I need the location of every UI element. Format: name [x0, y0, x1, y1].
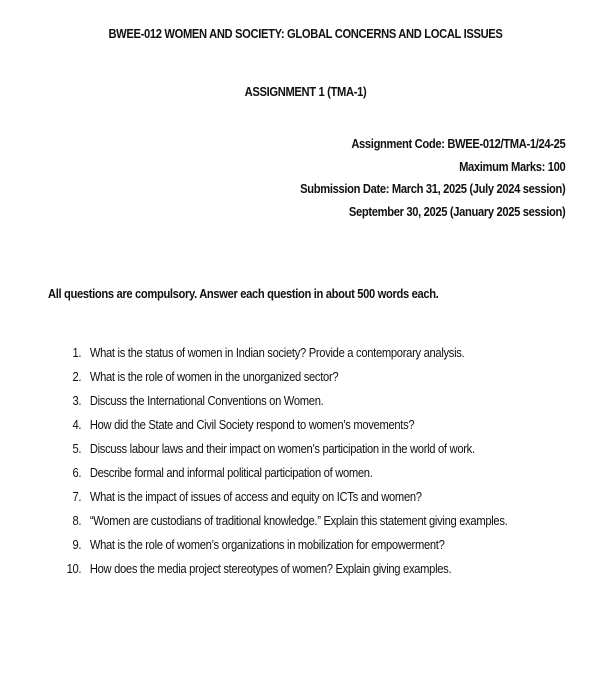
- instructions: All questions are compulsory. Answer each question in about 500 words each.: [48, 286, 439, 301]
- assignment-subtitle: ASSIGNMENT 1 (TMA-1): [244, 84, 367, 99]
- document-title: BWEE-012 WOMEN AND SOCIETY: GLOBAL CONCERNS AND LOCAL ISSUES: [108, 26, 503, 41]
- question-item: [58, 485, 507, 509]
- question-item: [58, 509, 507, 533]
- question-number: 2.: [72, 369, 82, 384]
- question-text: Describe formal and informal political participation of women.: [89, 465, 373, 480]
- question-item: [58, 413, 507, 437]
- question-item: [58, 533, 507, 557]
- question-text: What is the impact of issues of access and equity on ICTs and women?: [89, 489, 422, 504]
- question-number: 10.: [66, 561, 82, 576]
- question-item: [58, 437, 507, 461]
- question-item: [58, 461, 507, 485]
- question-item: [58, 557, 507, 581]
- maximum-marks: Maximum Marks: 100: [458, 158, 565, 174]
- question-text: What is the role of women’s organizations in mobilization for empowerment?: [89, 537, 445, 552]
- question-number: 8.: [72, 513, 82, 528]
- question-text: What is the status of women in Indian society? Provide a contemporary analysis.: [89, 345, 465, 360]
- question-list: [58, 341, 507, 581]
- question-text: What is the role of women in the unorganized sector?: [89, 369, 339, 384]
- question-number: 1.: [72, 345, 82, 360]
- question-text: “Women are custodians of traditional knowledge.” Explain this statement giving examples.: [89, 513, 508, 528]
- question-number: 7.: [72, 489, 82, 504]
- question-item: [58, 341, 507, 365]
- question-number: 4.: [72, 417, 82, 432]
- question-text: How did the State and Civil Society respond to women’s movements?: [89, 417, 415, 432]
- question-item: [58, 389, 507, 413]
- question-text: Discuss labour laws and their impact on women’s participation in the world of work.: [89, 441, 475, 456]
- submission-date-july: Submission Date: March 31, 2025 (July 2024 session): [299, 181, 565, 196]
- question-item: [58, 365, 507, 389]
- submission-date-january: September 30, 2025 (January 2025 session): [348, 203, 565, 219]
- assignment-meta: [300, 133, 565, 223]
- question-number: 6.: [72, 465, 82, 480]
- question-number: 9.: [72, 537, 82, 552]
- question-number: 3.: [72, 393, 82, 408]
- question-text: How does the media project stereotypes of women? Explain giving examples.: [89, 561, 452, 576]
- assignment-code: Assignment Code: BWEE-012/TMA-1/24-25: [350, 136, 565, 151]
- question-text: Discuss the International Conventions on Women.: [89, 393, 324, 408]
- question-number: 5.: [72, 441, 82, 456]
